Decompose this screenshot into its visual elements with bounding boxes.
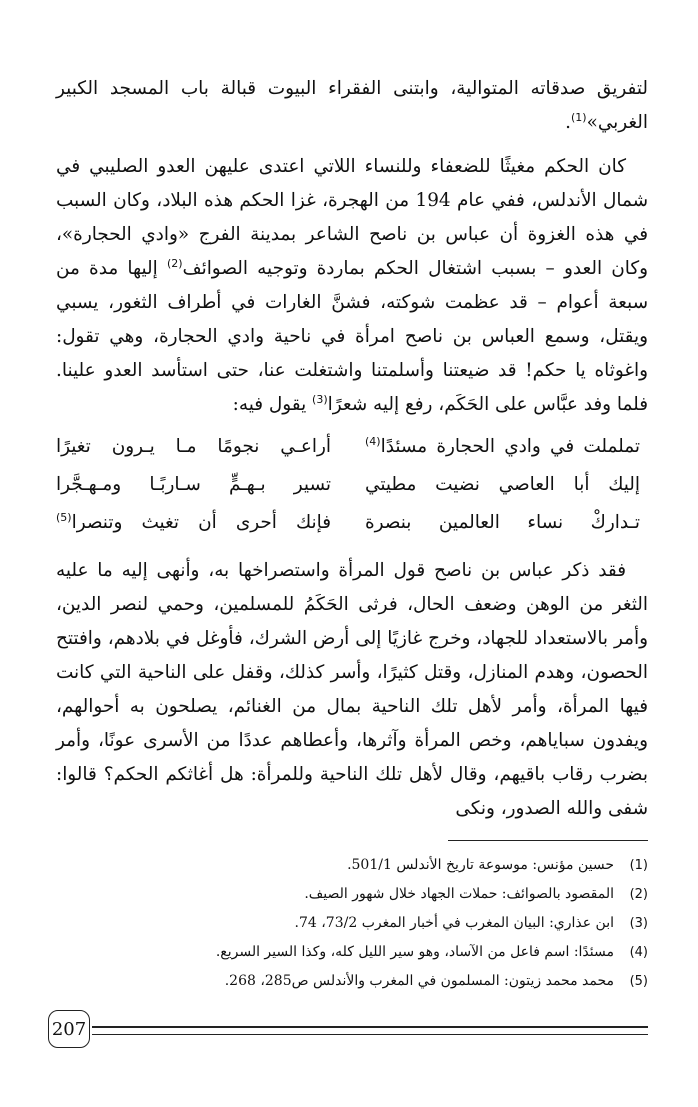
verse-1-right	[365, 428, 640, 466]
paragraph-3: فقد ذكر عباس بن ناصح قول المرأة واستصراخها به، وأنهى إليه ما عليه الثغر من الوهن وضعف الحال، فرثى الحَكَمُ للمسلمين، وحمي لنصر الدين، وأمر بالاستعداد للجهاد، وخرج غازيًا إلى أرض الشرك، فأوغل في بلادهم، وافتتح الحصون، وهدم المنازل، وقتل كثيرًا، وأسر كذلك، وقفل على الناحية التي كانت فيها المرأة، وأمر لأهل تلك الناحية بمال من الغنائم، يصلحون به أحوالهم، ويفدون سباياهم، وخص المرأة وآثرها، وأعطاهم عددًا من الأسرى عونًا، وأمر بضرب رقاب باقيهم، وقال لأهل تلك الناحية وللمرأة: هل أغاثكم الحكم؟ قالوا: شفى والله الصدور، ونكى	[56, 560, 648, 819]
footnotes-list	[56, 851, 648, 996]
verse-1-left: أراعـي نجومًا مـا يـرون تغيرًا	[56, 436, 331, 457]
footnote-1	[56, 851, 648, 880]
verse-2-left: تسير بـهـمٍّ سـاربًـا ومـهـجَّرا	[56, 474, 331, 495]
footnote-3	[56, 909, 648, 938]
footnote-number: (4)	[629, 945, 648, 960]
paragraph-1-text: لتفريق صدقاته المتوالية، وابتنى الفقراء البيوت قبالة باب المسجد الكبير الغربي»	[56, 78, 648, 133]
footnote-ref-3[interactable]: (3)	[312, 392, 328, 406]
poem	[56, 428, 648, 542]
footnote-4	[56, 938, 648, 967]
footnote-number: (1)	[629, 858, 648, 873]
poem-verse-3	[56, 504, 640, 542]
paragraph-1	[56, 72, 648, 140]
footnote-text: ابن عذاري: البيان المغرب في أخبار المغرب 73/2، 74.	[294, 915, 614, 931]
paragraph-2-text-a: كان الحكم مغيثًا للضعفاء وللنساء اللاتي اعتدى عليهن العدو الصليبي في شمال الأندلس، ففي عام 194 من الهجرة، غزا الحكم هذه البلاد، وكان السبب في هذه الغزوة أن عباس بن ناصح الشاعر بمدينة الفرج «وادي الحجارة»، وكان العدو – بسبب اشتغال الحكم بماردة وتوجيه الصوائف	[56, 156, 649, 279]
footnote-5	[56, 967, 648, 996]
verse-3-right: تـداركْ نساء العالمين بنصرة	[365, 512, 640, 533]
footnote-ref-2[interactable]: (2)	[166, 256, 183, 270]
footnote-ref-5[interactable]: (5)	[56, 510, 72, 524]
footnote-number: (3)	[629, 916, 648, 931]
verse-1-right-text: تململت في وادي الحجارة مسئدًا	[380, 436, 640, 457]
footnote-number: (2)	[629, 887, 648, 902]
verse-3-left	[56, 504, 331, 542]
paragraph-2-text-c: يقول فيه:	[232, 394, 313, 415]
paragraph-2-text-b: إليها مدة من سبعة أعوام – قد عظمت شوكته، فشنَّ الغارات في أطراف الثغور، يسبي ويقتل، وسمع العباس بن ناصح امرأة في ناحية وادي الحجارة، وهي تقول: واغوثاه يا حكم! قد ضيعتنا وأسلمتنا واشتغلت عنا، حتى استأسد العدو علينا. فلما وفد عبَّاس على الحَكَم، رفع إليه شعرًا	[56, 258, 648, 415]
footnote-text: مسئدًا: اسم فاعل من الآساد، وهو سير الليل كله، وكذا السير السريع.	[215, 944, 614, 960]
poem-verse-1	[56, 428, 640, 466]
footnote-text: محمد محمد زيتون: المسلمون في المغرب والأندلس ص285، 268.	[224, 973, 614, 989]
page-content	[56, 72, 648, 1072]
footnote-separator	[448, 840, 648, 841]
footnote-ref-1[interactable]: (1)	[570, 110, 587, 124]
poem-verse-2	[56, 466, 640, 504]
page-number: 207	[48, 1010, 90, 1048]
footnote-number: (5)	[629, 974, 648, 989]
paragraph-2	[56, 150, 648, 422]
footnote-ref-4[interactable]: (4)	[365, 434, 381, 448]
footnote-text: حسين مؤنس: موسوعة تاريخ الأندلس 501/1.	[347, 857, 614, 873]
footnote-text: المقصود بالصوائف: حملات الجهاد خلال شهور الصيف.	[304, 886, 614, 902]
page-bottom-rule	[92, 1026, 648, 1035]
footnote-2	[56, 880, 648, 909]
paragraph-1-end: .	[565, 112, 571, 133]
verse-3-left-text: فإنك أحرى أن تغيث وتنصرا	[71, 512, 331, 533]
verse-2-right: إليك أبا العاصي نضيت مطيتي	[365, 474, 640, 495]
